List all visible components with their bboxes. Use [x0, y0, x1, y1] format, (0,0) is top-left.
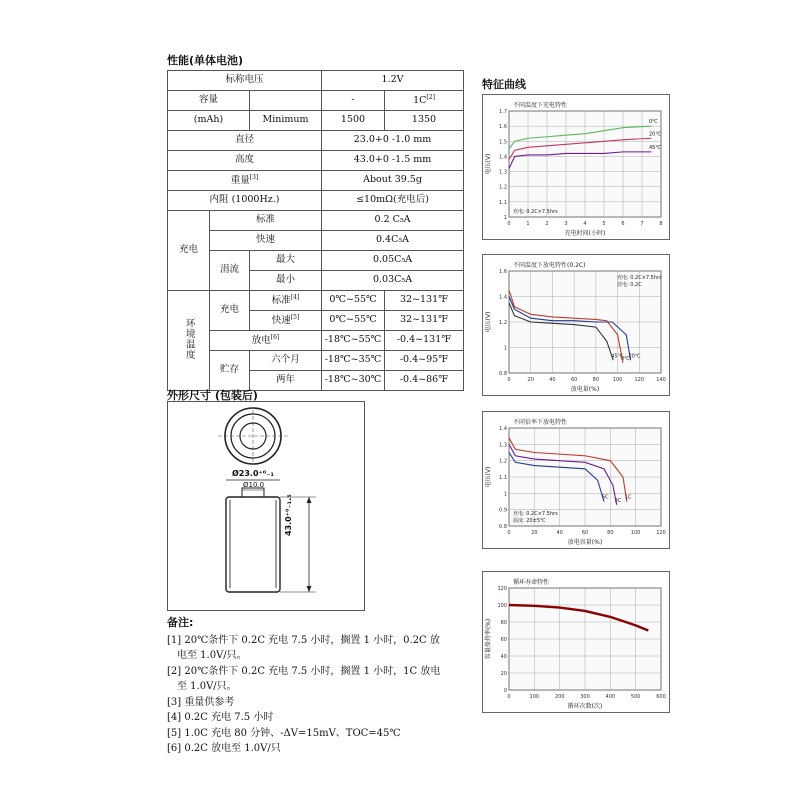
storage-2y-label: 两年 — [250, 371, 322, 391]
x-tick-label: 40 — [549, 377, 556, 383]
y-tick-label: 100 — [497, 603, 507, 609]
env-standard-c: 0℃~55℃ — [322, 291, 385, 311]
y-tick-label: 0 — [503, 688, 507, 694]
y-tick-label: 1.2 — [499, 458, 507, 465]
note-line: 电至 1.0V/只。 — [177, 650, 247, 661]
row-charge-standard — [168, 211, 464, 231]
env-fast-label: 快速[5] — [250, 311, 322, 331]
x-tick-label: 100 — [529, 694, 540, 700]
series-label: 0℃ — [621, 355, 630, 362]
x-tick-label: 400 — [605, 694, 616, 700]
capacity-col-dash: - — [322, 91, 385, 111]
note-line: [5] 1.0C 充电 80 分钟、-ΔV=15mV、TOC=45℃ — [167, 727, 401, 739]
x-tick-label: 600 — [656, 694, 666, 700]
x-tick-label: 60 — [581, 530, 589, 536]
y-tick-label: 0.8 — [499, 371, 507, 377]
y-tick-label: 60 — [500, 637, 507, 643]
outer-diameter-label: Ø23.0⁺⁰₋₁ — [232, 469, 274, 478]
capacity-label: 容量 — [168, 91, 250, 111]
y-tick-label: 1.5 — [499, 139, 507, 146]
x-tick-label: 6 — [621, 221, 625, 227]
row-nominal-voltage — [168, 71, 464, 91]
height-dimension-label: 43.0⁺⁰₋₁.₅ — [284, 494, 293, 536]
chart-annotation: 充电: 0.2C×7.5hrs — [617, 275, 662, 281]
y-axis-label: 电压(V) — [485, 311, 492, 333]
note-line: [1] 20℃条件下 0.2C 充电 7.5 小时，搁置 1 小时，0.2C 放 — [167, 634, 440, 646]
capacity-col-1c: 1C[2] — [385, 91, 464, 111]
env-fast-f: 32~131℉ — [385, 311, 464, 331]
diameter-label: 直径 — [168, 131, 322, 151]
x-tick-label: 4 — [583, 221, 587, 227]
resistance-value: ≤10mΩ(充电后) — [322, 191, 464, 211]
series-label: 45℃ — [649, 144, 661, 151]
env-discharge-c: -18℃~55℃ — [322, 331, 385, 351]
charge-label: 充电 — [168, 211, 210, 291]
charge-standard-value: 0.2 C₅A — [322, 211, 464, 231]
series-label: 3C — [614, 497, 622, 504]
y-tick-label: 120 — [497, 586, 507, 592]
env-standard-label: 标准[4] — [250, 291, 322, 311]
row-resistance — [168, 191, 464, 211]
x-tick-label: 5 — [602, 221, 606, 227]
env-discharge-label: 放电[6] — [210, 331, 322, 351]
series-label: 20℃ — [649, 131, 661, 138]
trickle-min-label: 最小 — [250, 271, 322, 291]
x-tick-label: 500 — [630, 694, 641, 700]
chart-discharge-rate — [482, 411, 670, 549]
x-tick-label: 0 — [507, 221, 511, 227]
y-tick-label: 1 — [503, 215, 507, 221]
y-tick-label: 1.7 — [499, 109, 507, 115]
series-label: 20℃ — [628, 353, 641, 360]
x-axis-label: 充电时间(小时) — [564, 230, 606, 237]
y-axis-label: 电压(V) — [485, 466, 492, 488]
y-tick-label: 0.9 — [499, 507, 507, 514]
x-tick-label: 0 — [507, 694, 511, 700]
row-env-charge-standard — [168, 291, 464, 311]
x-tick-label: 40 — [556, 530, 563, 536]
charge-standard-label: 标准 — [210, 211, 322, 231]
trickle-label: 涓流 — [210, 251, 250, 291]
dimensions-title: 外形尺寸 (包装后) — [167, 389, 258, 402]
trickle-max-label: 最大 — [250, 251, 322, 271]
row-env-storage-6m — [168, 351, 464, 371]
row-height — [168, 151, 464, 171]
capacity-min-a: 1500 — [322, 111, 385, 131]
note-line: [4] 0.2C 充电 7.5 小时 — [167, 712, 274, 723]
row-capacity-header — [168, 91, 464, 111]
x-tick-label: 20 — [527, 377, 534, 383]
height-label: 高度 — [168, 151, 322, 171]
y-tick-label: 1 — [503, 345, 507, 352]
y-tick-label: 0.8 — [499, 524, 507, 530]
y-tick-label: 1.1 — [499, 475, 507, 481]
capacity-blank — [250, 91, 322, 111]
y-tick-label: 1.4 — [499, 426, 507, 432]
row-capacity-min — [168, 111, 464, 131]
battery-drawing-icon — [168, 402, 364, 610]
capacity-unit: (mAh) — [168, 111, 250, 131]
notes-title: 备注: — [167, 616, 194, 629]
storage-6m-f: -0.4~95℉ — [385, 351, 464, 371]
series-label: 5C — [602, 494, 609, 501]
y-axis-label: 电压(V) — [485, 153, 492, 175]
env-storage-label: 贮存 — [210, 351, 250, 391]
note-line: [3] 重量供参考 — [167, 696, 235, 708]
y-tick-label: 1.3 — [499, 442, 507, 449]
performance-title: 性能(单体电池) — [167, 54, 244, 67]
y-tick-label: 1.4 — [499, 294, 507, 301]
chart-annotation: 放电: 0.2C — [617, 282, 642, 288]
y-tick-label: 1.6 — [499, 124, 507, 131]
x-tick-label: 120 — [634, 377, 645, 383]
x-tick-label: 3 — [564, 221, 568, 227]
env-charge-label: 充电 — [210, 291, 250, 331]
x-tick-label: 300 — [580, 694, 590, 700]
performance-table — [167, 70, 464, 391]
x-tick-label: 20 — [531, 530, 538, 536]
capacity-minimum-label: Minimum — [250, 111, 322, 131]
storage-2y-c: -18℃~30℃ — [322, 371, 385, 391]
y-tick-label: 40 — [500, 654, 507, 660]
inner-diameter-label: Ø10.0 — [243, 481, 265, 489]
weight-value: About 39.5g — [322, 171, 464, 191]
x-tick-label: 8 — [659, 221, 663, 227]
note-line: 至 1.0V/只。 — [177, 681, 237, 692]
chart-title: 不同温度下充电特性 — [513, 102, 568, 109]
x-axis-label: 循环次数(次) — [567, 703, 603, 710]
env-fast-c: 0℃~55℃ — [322, 311, 385, 331]
diameter-value: 23.0+0 -1.0 mm — [322, 131, 464, 151]
env-label: 环境温度 — [168, 291, 210, 391]
storage-6m-c: -18℃~35℃ — [322, 351, 385, 371]
chart-title: 不同倍率下放电特性 — [513, 419, 568, 426]
height-value: 43.0+0 -1.5 mm — [322, 151, 464, 171]
trickle-min-value: 0.03C₅A — [322, 271, 464, 291]
x-tick-label: 140 — [656, 377, 666, 383]
storage-6m-label: 六个月 — [250, 351, 322, 371]
row-weight — [168, 171, 464, 191]
y-tick-label: 1.3 — [499, 169, 507, 176]
row-env-discharge — [168, 331, 464, 351]
note-line: [2] 20℃条件下 0.2C 充电 7.5 小时，搁置 1 小时，1C 放电 — [167, 665, 441, 677]
weight-label: 重量[3] — [168, 171, 322, 191]
curves-title: 特征曲线 — [482, 78, 526, 91]
chart-annotation: 充电: 0.2C×7.5hrs — [513, 209, 558, 215]
chart-charge-temp — [482, 94, 670, 240]
x-tick-label: 7 — [640, 221, 644, 227]
y-tick-label: 1.4 — [499, 154, 507, 161]
x-tick-label: 100 — [630, 530, 641, 536]
charge-fast-label: 快速 — [210, 231, 322, 251]
notes-block — [167, 615, 467, 757]
chart-title: 不同温度下放电特性(0.2C) — [513, 262, 586, 269]
trickle-max-value: 0.05C₅A — [322, 251, 464, 271]
x-tick-label: 0 — [507, 377, 511, 383]
x-tick-label: 200 — [554, 694, 565, 700]
x-tick-label: 80 — [592, 377, 600, 383]
x-axis-label: 放电量(%) — [570, 386, 600, 393]
x-tick-label: 100 — [612, 377, 623, 383]
row-diameter — [168, 131, 464, 151]
x-axis-label: 放电容量(%) — [567, 539, 603, 546]
chart-title: 循环寿命特性 — [513, 579, 550, 586]
y-axis-label: 容量保持率(%) — [485, 618, 492, 660]
x-tick-label: 0 — [507, 530, 511, 536]
charge-fast-value: 0.4C₅A — [322, 231, 464, 251]
row-trickle-max — [168, 251, 464, 271]
chart-annotation: 温度: 20±5℃ — [513, 518, 546, 524]
y-tick-label: 20 — [500, 671, 507, 677]
resistance-label: 内阻 (1000Hz.) — [168, 191, 322, 211]
series-label: 0℃ — [649, 119, 658, 126]
chart-discharge-temp — [482, 254, 670, 396]
series-label: 45℃ — [611, 353, 624, 360]
row-charge-fast — [168, 231, 464, 251]
env-standard-f: 32~131℉ — [385, 291, 464, 311]
x-tick-label: 80 — [607, 530, 614, 536]
note-line: [6] 0.2C 放电至 1.0V/只 — [167, 743, 281, 754]
y-tick-label: 1 — [503, 491, 507, 498]
y-tick-label: 1.2 — [499, 184, 507, 191]
env-discharge-f: -0.4~131℉ — [385, 331, 464, 351]
series-label: 1C — [624, 494, 632, 501]
nominal-voltage-label: 标称电压 — [168, 71, 322, 91]
capacity-min-b: 1350 — [385, 111, 464, 131]
dimension-drawing — [167, 401, 365, 611]
chart-annotation: 充电: 0.2C×7.5hrs — [513, 511, 558, 517]
y-tick-label: 1.1 — [499, 199, 507, 206]
x-tick-label: 2 — [545, 221, 549, 227]
x-tick-label: 1 — [526, 221, 530, 227]
chart-cycle-life — [482, 571, 670, 713]
storage-2y-f: -0.4~86℉ — [385, 371, 464, 391]
x-tick-label: 60 — [570, 377, 578, 383]
x-tick-label: 120 — [656, 530, 666, 536]
y-tick-label: 1.6 — [499, 269, 507, 275]
y-tick-label: 80 — [500, 620, 507, 626]
y-tick-label: 1.2 — [499, 320, 507, 326]
nominal-voltage-value: 1.2V — [322, 71, 464, 91]
